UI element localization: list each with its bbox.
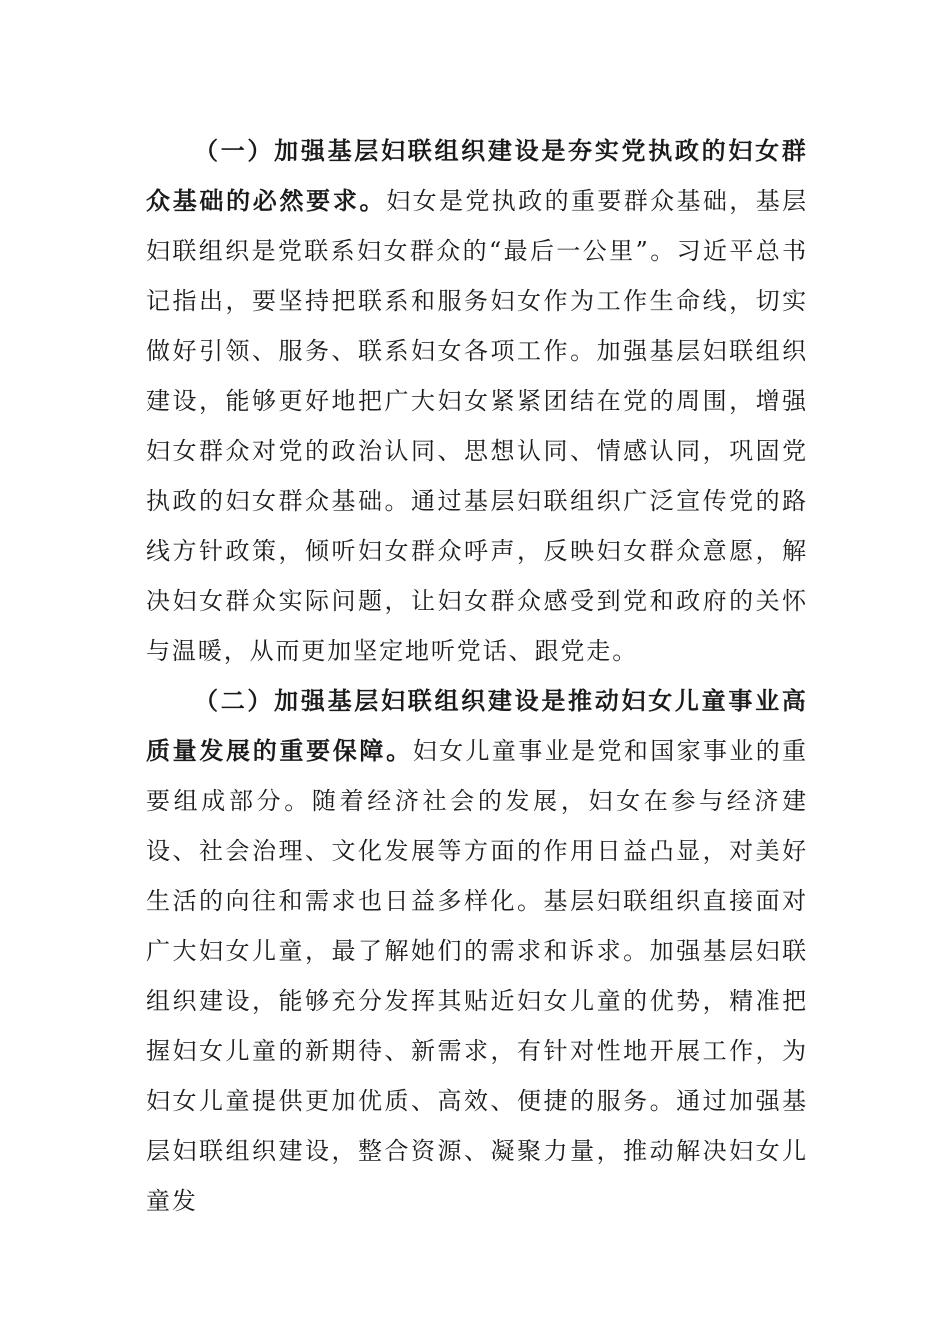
paragraph-2-body: 妇女儿童事业是党和国家事业的重要组成部分。随着经济社会的发展，妇女在参与经济建设、社会治理、文化发展等方面的作用日益凸显，对美好生活的向往和需求也日益多样化。基层妇联组织直接面对广大妇女儿童，最了解她们的需求和诉求。加强基层妇联组织建设，能够充分发挥其贴近妇女儿童的优势，精准把握妇女儿童的新期待、新需求，有针对性地开展工作，为妇女儿童提供更加优质、高效、便捷的服务。通过加强基层妇联组织建设，整合资源、凝聚力量，推动解决妇女儿童发 [146,737,809,1215]
paragraph-1-heading: （一）加强基层妇联组织建设是夯实党执政的妇女群众基础的必然要求。 [146,137,808,215]
paragraph-2-heading: （二）加强基层妇联组织建设是推动妇女儿童事业高质量发展的重要保障。 [146,687,808,765]
paragraph-1-body: 妇女是党执政的重要群众基础，基层妇联组织是党联系妇女群众的“最后一公里”。习近平总书记指出，要坚持把联系和服务妇女作为工作生命线，切实做好引领、服务、联系妇女各项工作。加强基层妇联组织建设，能够更好地把广大妇女紧紧团结在党的周围，增强妇女群众对党的政治认同、思想认同、情感认同，巩固党执政的妇女群众基础。通过基层妇联组织广泛宣传党的路线方针政策，倾听妇女群众呼声，反映妇女群众意愿，解决妇女群众实际问题，让妇女群众感受到党和政府的关怀与温暖，从而更加坚定地听党话、跟党走。 [146,187,808,665]
paragraph-1 [146,126,808,676]
document-body [146,126,808,1226]
paragraph-2 [146,676,808,1226]
